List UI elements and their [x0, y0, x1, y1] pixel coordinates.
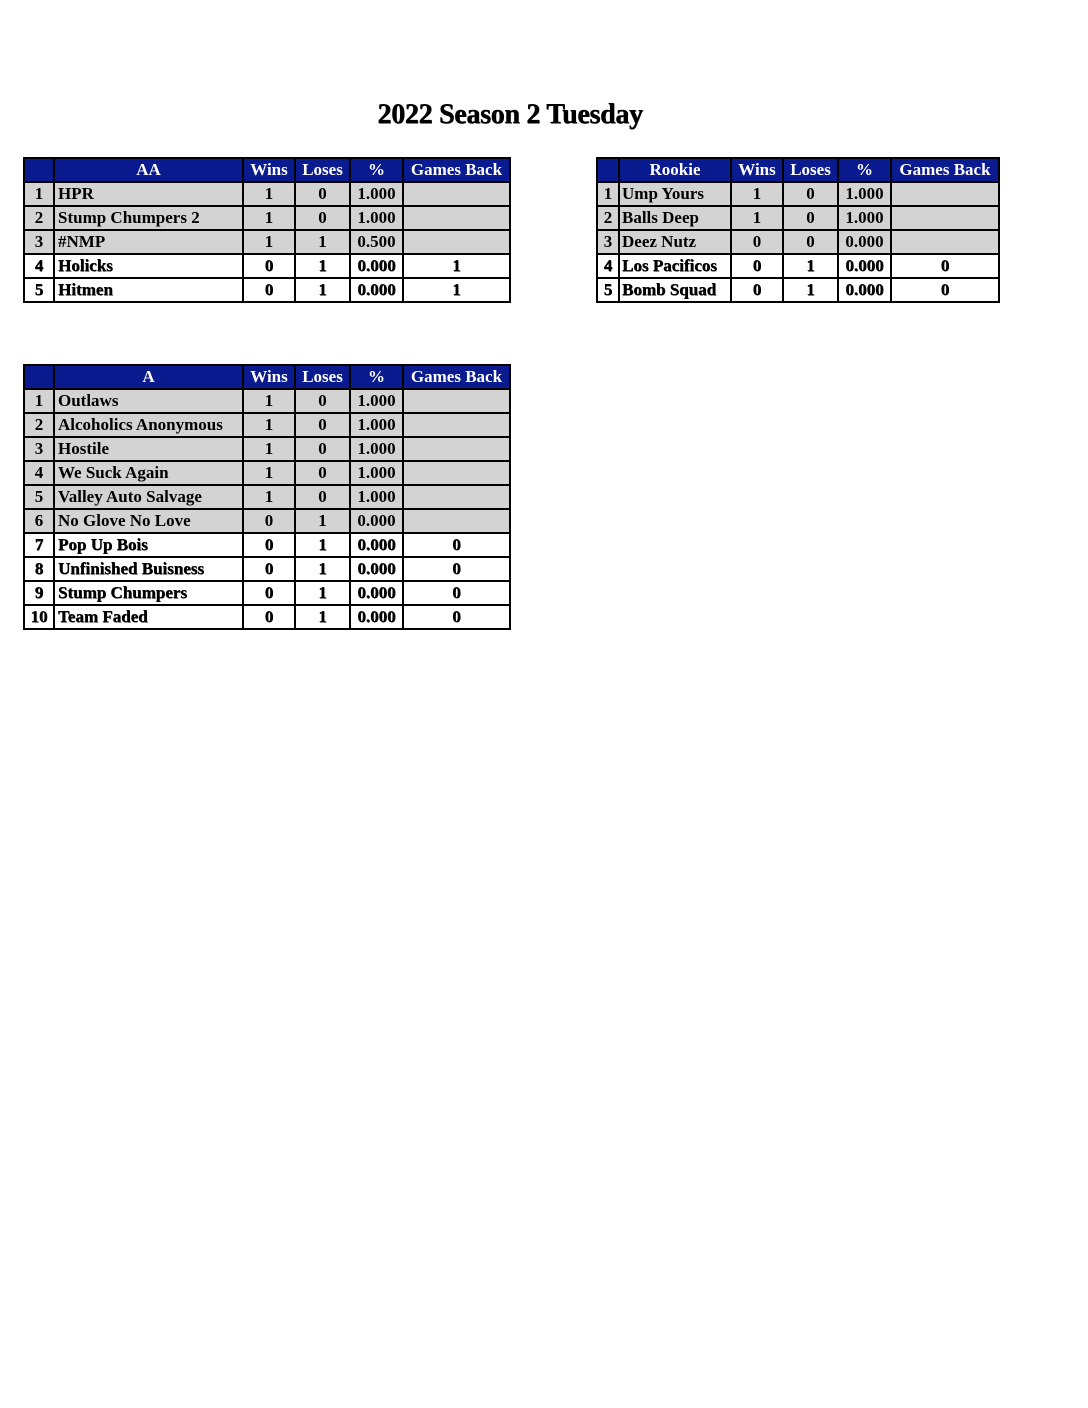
games-back-cell: 1 [403, 254, 510, 278]
table-row [24, 509, 510, 533]
table-row [24, 557, 510, 581]
rank-cell: 4 [597, 254, 619, 278]
wins-cell: 0 [731, 278, 783, 302]
pct-cell: 1.000 [838, 182, 891, 206]
rank-cell: 10 [24, 605, 54, 629]
rank-cell: 4 [24, 461, 54, 485]
team-name-cell: HPR [54, 182, 243, 206]
table-row [597, 278, 999, 302]
team-name-cell: Stump Chumpers [54, 581, 243, 605]
standings-table-a [23, 364, 511, 630]
loses-cell: 1 [783, 254, 838, 278]
wins-header: Wins [243, 158, 295, 182]
wins-cell: 0 [243, 557, 295, 581]
wins-cell: 0 [243, 581, 295, 605]
rank-header [24, 158, 54, 182]
standings-table-aa [23, 157, 511, 303]
team-name-cell: Deez Nutz [619, 230, 731, 254]
games-back-cell: 0 [403, 557, 510, 581]
rank-cell: 1 [24, 182, 54, 206]
table-row [597, 182, 999, 206]
division-name-header: A [54, 365, 243, 389]
pct-cell: 1.000 [350, 413, 403, 437]
pct-header: % [350, 158, 403, 182]
wins-cell: 1 [243, 485, 295, 509]
loses-cell: 0 [295, 389, 350, 413]
rank-cell: 2 [24, 206, 54, 230]
games-back-cell: 1 [403, 278, 510, 302]
table-row [597, 230, 999, 254]
pct-cell: 0.000 [350, 509, 403, 533]
wins-cell: 1 [243, 389, 295, 413]
table-row [24, 278, 510, 302]
wins-cell: 1 [243, 230, 295, 254]
pct-cell: 1.000 [350, 389, 403, 413]
rank-header [24, 365, 54, 389]
loses-cell: 0 [783, 182, 838, 206]
rank-cell: 9 [24, 581, 54, 605]
wins-header: Wins [243, 365, 295, 389]
loses-header: Loses [295, 365, 350, 389]
games-back-cell: 0 [891, 278, 999, 302]
team-name-cell: Stump Chumpers 2 [54, 206, 243, 230]
pct-cell: 0.000 [350, 278, 403, 302]
games-back-header: Games Back [403, 365, 510, 389]
games-back-cell [403, 182, 510, 206]
loses-header: Loses [783, 158, 838, 182]
table-row [24, 413, 510, 437]
pct-cell: 1.000 [838, 206, 891, 230]
loses-header: Loses [295, 158, 350, 182]
team-name-cell: Hostile [54, 437, 243, 461]
loses-cell: 0 [295, 206, 350, 230]
table-row [24, 437, 510, 461]
rank-cell: 2 [24, 413, 54, 437]
rank-cell: 1 [597, 182, 619, 206]
games-back-header: Games Back [403, 158, 510, 182]
games-back-cell [403, 230, 510, 254]
loses-cell: 1 [295, 254, 350, 278]
loses-cell: 0 [295, 413, 350, 437]
rank-cell: 3 [24, 230, 54, 254]
table-row [24, 230, 510, 254]
loses-cell: 0 [295, 182, 350, 206]
pct-cell: 0.500 [350, 230, 403, 254]
rank-cell: 3 [24, 437, 54, 461]
pct-cell: 0.000 [838, 230, 891, 254]
loses-cell: 1 [295, 278, 350, 302]
loses-cell: 1 [295, 581, 350, 605]
rank-cell: 8 [24, 557, 54, 581]
games-back-cell: 0 [403, 605, 510, 629]
wins-cell: 0 [243, 254, 295, 278]
loses-cell: 1 [295, 509, 350, 533]
rank-cell: 3 [597, 230, 619, 254]
table-header-row [24, 158, 510, 182]
wins-cell: 1 [243, 206, 295, 230]
loses-cell: 1 [295, 230, 350, 254]
loses-cell: 0 [783, 230, 838, 254]
games-back-cell [403, 206, 510, 230]
table-header-row [24, 365, 510, 389]
rank-cell: 4 [24, 254, 54, 278]
pct-cell: 1.000 [350, 182, 403, 206]
rank-cell: 6 [24, 509, 54, 533]
loses-cell: 1 [295, 557, 350, 581]
wins-cell: 1 [731, 206, 783, 230]
standings-table-rookie [596, 157, 1000, 303]
games-back-cell [891, 206, 999, 230]
division-name-header: AA [54, 158, 243, 182]
team-name-cell: Outlaws [54, 389, 243, 413]
loses-cell: 0 [295, 437, 350, 461]
games-back-cell [403, 509, 510, 533]
page-title: 2022 Season 2 Tuesday [377, 99, 643, 130]
games-back-cell [403, 485, 510, 509]
team-name-cell: #NMP [54, 230, 243, 254]
wins-header: Wins [731, 158, 783, 182]
team-name-cell: Valley Auto Salvage [54, 485, 243, 509]
team-name-cell: Holicks [54, 254, 243, 278]
pct-cell: 1.000 [350, 485, 403, 509]
rank-cell: 5 [24, 278, 54, 302]
games-back-cell [403, 389, 510, 413]
loses-cell: 0 [295, 485, 350, 509]
wins-cell: 1 [243, 413, 295, 437]
table-header-row [597, 158, 999, 182]
table-row [597, 254, 999, 278]
pct-cell: 1.000 [350, 437, 403, 461]
table-row [24, 581, 510, 605]
pct-header: % [838, 158, 891, 182]
rank-cell: 1 [24, 389, 54, 413]
loses-cell: 1 [783, 278, 838, 302]
team-name-cell: We Suck Again [54, 461, 243, 485]
wins-cell: 0 [243, 605, 295, 629]
table-row [24, 533, 510, 557]
table-row [24, 182, 510, 206]
table-row [597, 206, 999, 230]
pct-cell: 0.000 [350, 557, 403, 581]
team-name-cell: Ump Yours [619, 182, 731, 206]
rank-cell: 2 [597, 206, 619, 230]
pct-cell: 0.000 [350, 533, 403, 557]
wins-cell: 1 [243, 182, 295, 206]
wins-cell: 0 [731, 230, 783, 254]
wins-cell: 1 [243, 461, 295, 485]
team-name-cell: Alcoholics Anonymous [54, 413, 243, 437]
wins-cell: 0 [243, 509, 295, 533]
games-back-cell [403, 461, 510, 485]
team-name-cell: Los Pacificos [619, 254, 731, 278]
games-back-cell [891, 230, 999, 254]
rank-cell: 5 [597, 278, 619, 302]
pct-cell: 0.000 [838, 254, 891, 278]
team-name-cell: Bomb Squad [619, 278, 731, 302]
rank-header [597, 158, 619, 182]
pct-cell: 0.000 [350, 254, 403, 278]
team-name-cell: Balls Deep [619, 206, 731, 230]
team-name-cell: No Glove No Love [54, 509, 243, 533]
rank-cell: 7 [24, 533, 54, 557]
wins-cell: 0 [243, 278, 295, 302]
team-name-cell: Unfinished Buisness [54, 557, 243, 581]
wins-cell: 1 [243, 437, 295, 461]
wins-cell: 0 [731, 254, 783, 278]
pct-header: % [350, 365, 403, 389]
rank-cell: 5 [24, 485, 54, 509]
pct-cell: 0.000 [838, 278, 891, 302]
table-row [24, 254, 510, 278]
games-back-cell [891, 182, 999, 206]
table-row [24, 485, 510, 509]
games-back-cell: 0 [891, 254, 999, 278]
pct-cell: 0.000 [350, 581, 403, 605]
games-back-cell: 0 [403, 533, 510, 557]
games-back-header: Games Back [891, 158, 999, 182]
division-name-header: Rookie [619, 158, 731, 182]
table-row [24, 605, 510, 629]
table-row [24, 206, 510, 230]
team-name-cell: Pop Up Bois [54, 533, 243, 557]
table-row [24, 389, 510, 413]
loses-cell: 1 [295, 533, 350, 557]
loses-cell: 0 [783, 206, 838, 230]
table-row [24, 461, 510, 485]
pct-cell: 0.000 [350, 605, 403, 629]
pct-cell: 1.000 [350, 461, 403, 485]
loses-cell: 0 [295, 461, 350, 485]
team-name-cell: Hitmen [54, 278, 243, 302]
games-back-cell [403, 413, 510, 437]
games-back-cell [403, 437, 510, 461]
pct-cell: 1.000 [350, 206, 403, 230]
loses-cell: 1 [295, 605, 350, 629]
wins-cell: 1 [731, 182, 783, 206]
wins-cell: 0 [243, 533, 295, 557]
games-back-cell: 0 [403, 581, 510, 605]
team-name-cell: Team Faded [54, 605, 243, 629]
